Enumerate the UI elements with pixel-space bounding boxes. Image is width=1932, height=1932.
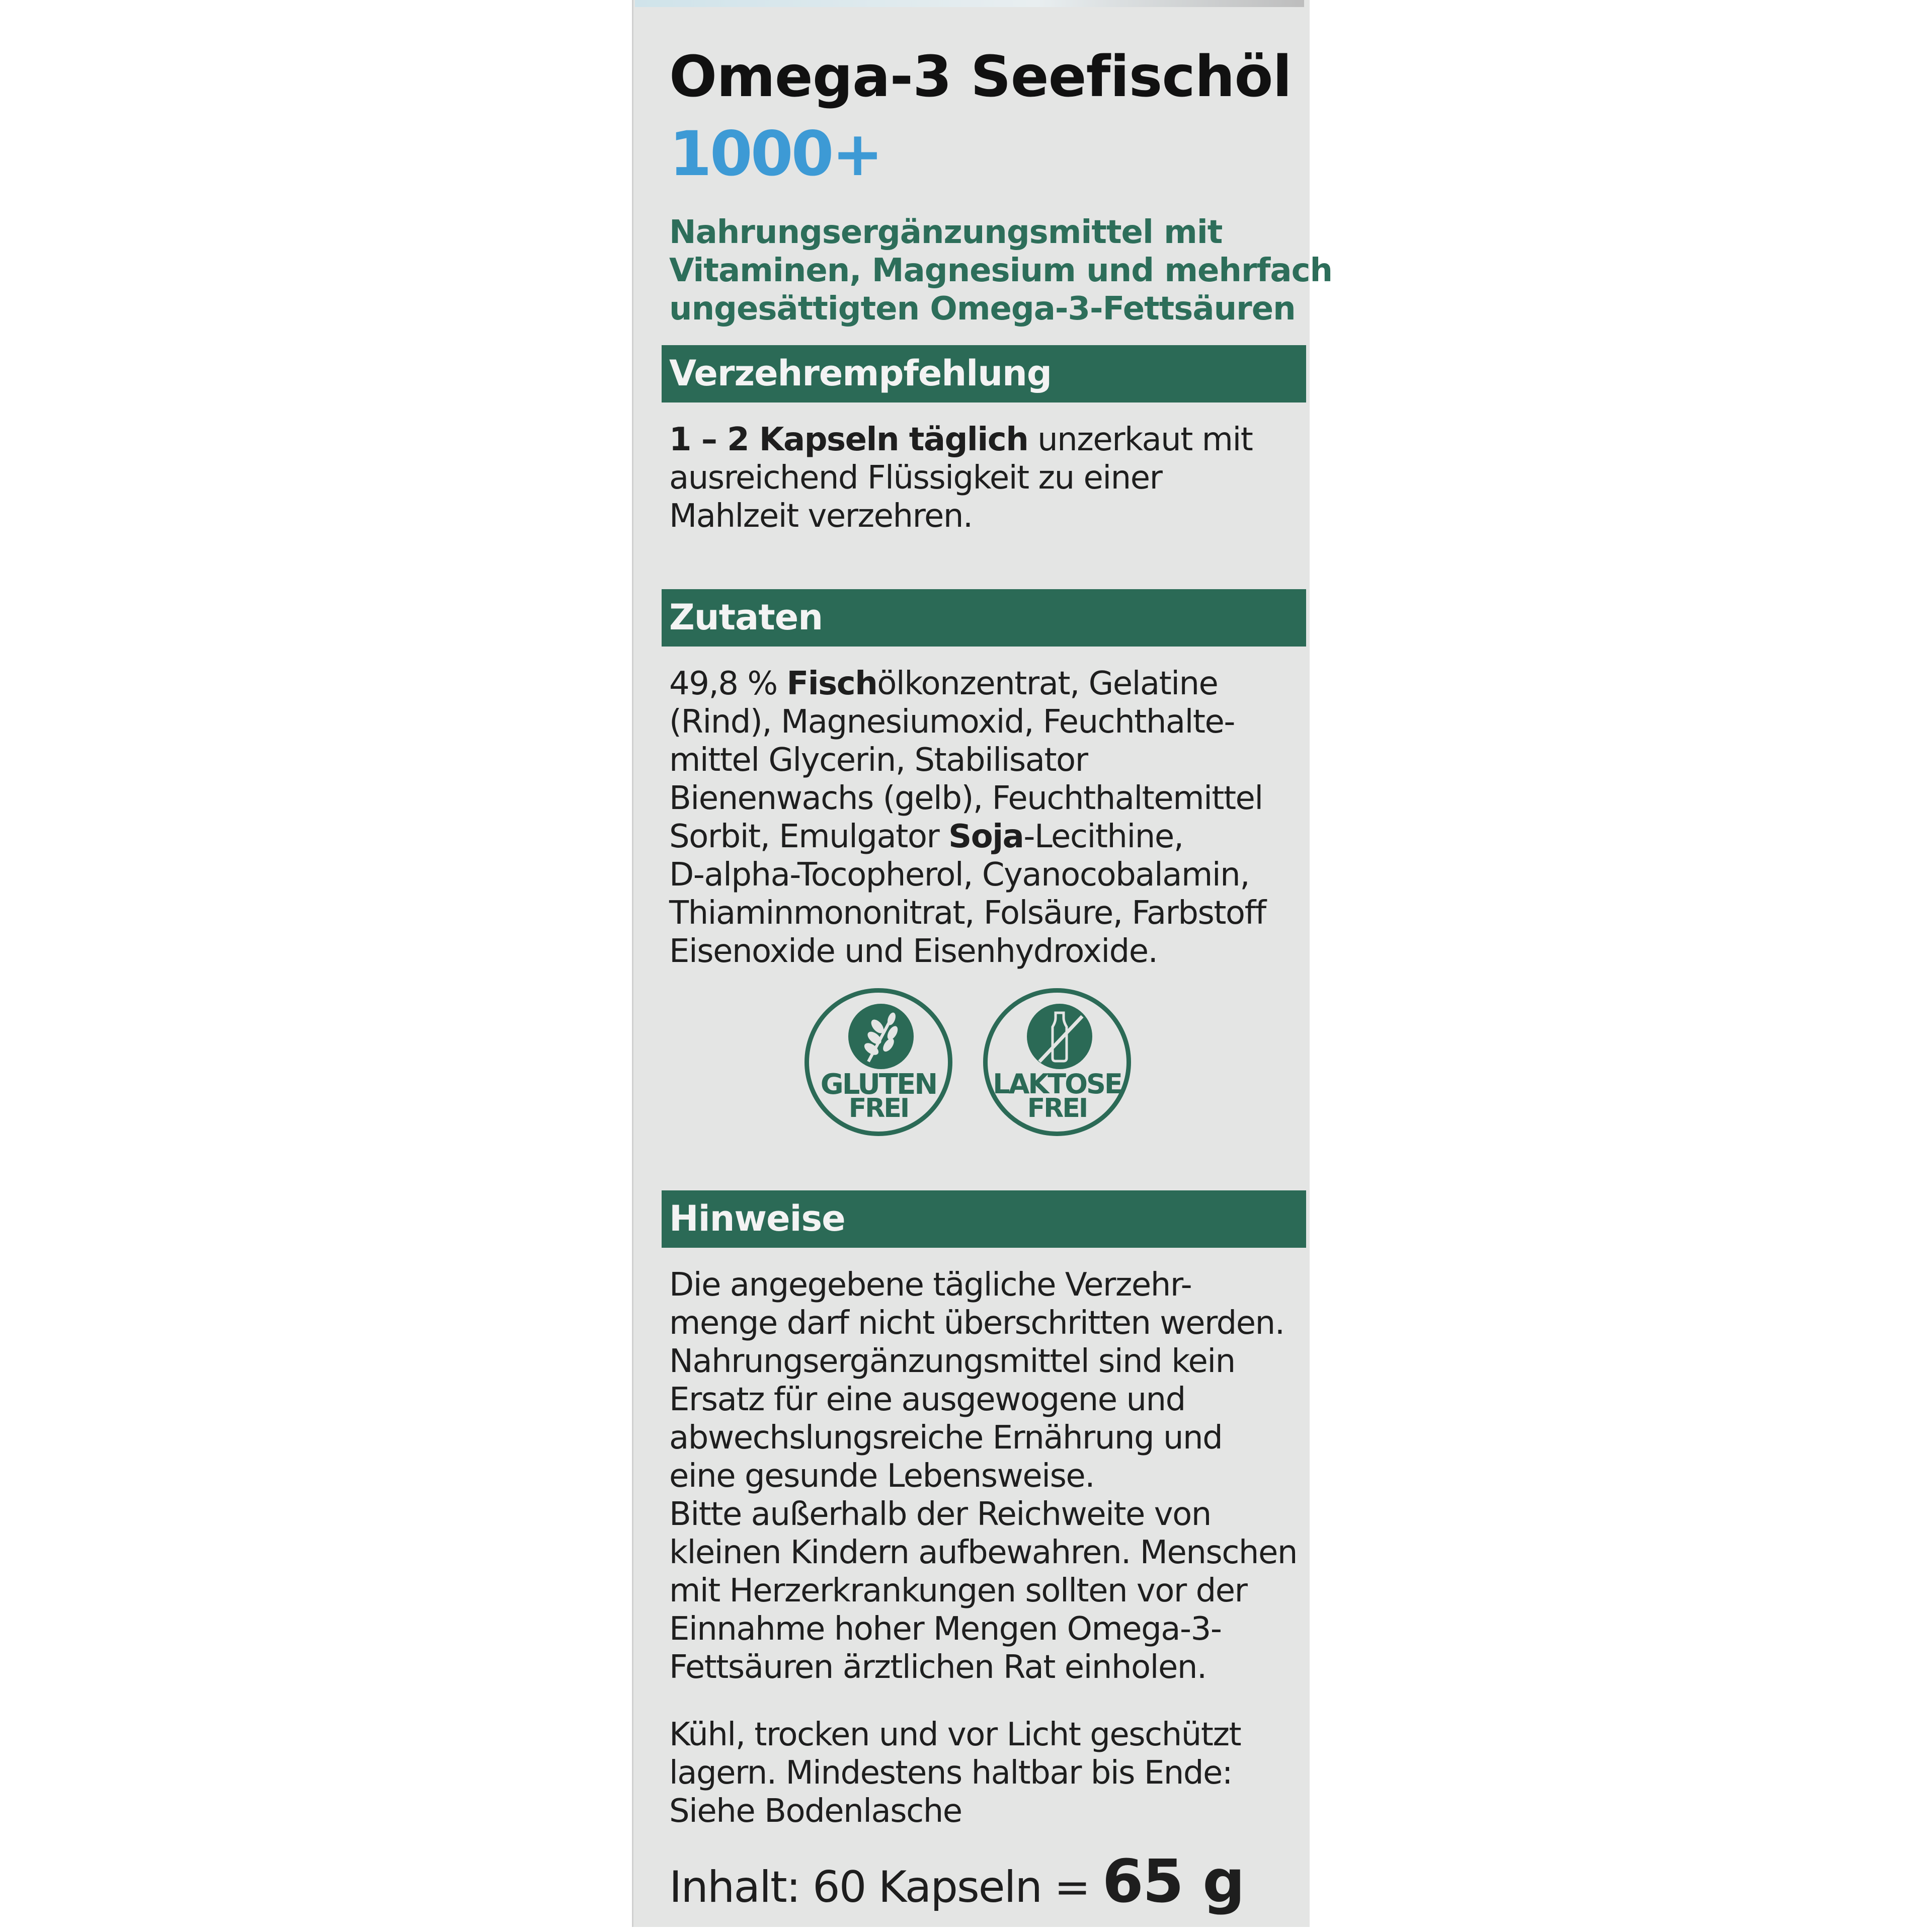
ingredient-line: mittel Glycerin, Stabilisator <box>669 742 1088 779</box>
dosage-line: ausreichend Flüssigkeit zu einer <box>669 459 1162 497</box>
product-subtitle <box>669 213 1332 328</box>
section-heading-ingredients: Zutaten <box>662 589 1306 647</box>
notes-line: menge darf nicht überschritten werden. <box>669 1305 1284 1342</box>
notes-line: Bitte außerhalb der Reichweite von <box>669 1496 1211 1533</box>
dosage-line: Mahlzeit verzehren. <box>669 498 973 535</box>
ingredients-text <box>669 665 1266 971</box>
badge-label: FREI <box>1027 1093 1087 1123</box>
ingredient-line: Bienenwachs (gelb), Feuchthaltemittel <box>669 780 1263 817</box>
allergen-soy: Soja <box>948 818 1024 855</box>
notes-line: Ersatz für eine ausgewogene und <box>669 1381 1185 1418</box>
badge-label: FREI <box>848 1093 909 1123</box>
ingredient-line: Eisenoxide und Eisenhydroxide. <box>669 933 1158 970</box>
allergen-fish: Fisch <box>786 665 877 702</box>
ingredient-part: Sorbit, Emulgator <box>669 818 949 855</box>
notes-line: kleinen Kindern aufbewahren. Menschen <box>669 1534 1297 1571</box>
contents-weight: 65 g <box>1102 1846 1244 1916</box>
notes-text <box>669 1266 1297 1686</box>
notes-line: abwechslungsreiche Ernährung und <box>669 1419 1223 1457</box>
ingredient-line: D-alpha-Tocopherol, Cyanocobalamin, <box>669 856 1250 894</box>
dosage-text-part: unzerkaut mit <box>1028 421 1253 458</box>
section-heading-dosage: Verzehrempfehlung <box>662 345 1306 403</box>
wheat-icon <box>848 1004 914 1069</box>
notes-line: Die angegebene tägliche Verzehr- <box>669 1266 1192 1304</box>
section-heading-notes: Hinweise <box>662 1190 1306 1248</box>
ingredient-part: ölkonzentrat, Gelatine <box>877 665 1218 702</box>
notes-line: eine gesunde Lebensweise. <box>669 1458 1095 1495</box>
package-top-edge <box>635 0 1304 7</box>
notes-line: Nahrungsergänzungsmittel sind kein <box>669 1343 1235 1380</box>
subtitle-line: Nahrungsergänzungsmittel mit <box>669 214 1223 251</box>
storage-text <box>669 1716 1241 1830</box>
ingredient-line: Thiaminmononitrat, Folsäure, Farbstoff <box>669 895 1266 932</box>
contents-label: Inhalt: 60 Kapseln = <box>669 1862 1102 1912</box>
gluten-free-badge <box>804 988 952 1136</box>
dosage-text <box>669 421 1252 535</box>
product-title: Omega-3 Seefischöl <box>669 44 1292 110</box>
badge-label: LAKTOSE <box>993 1068 1121 1100</box>
ingredient-line: (Rind), Magnesiumoxid, Feuchthalte- <box>669 703 1235 741</box>
subtitle-line: Vitaminen, Magnesium und mehrfach <box>669 252 1333 289</box>
notes-line: mit Herzerkrankungen sollten vor der <box>669 1572 1247 1609</box>
storage-line: Siehe Bodenlasche <box>669 1793 962 1830</box>
storage-line: lagern. Mindestens haltbar bis Ende: <box>669 1754 1232 1792</box>
product-strength: 1000+ <box>669 118 881 190</box>
lactose-free-badge <box>983 988 1131 1136</box>
notes-line: Fettsäuren ärztlichen Rat einholen. <box>669 1649 1206 1686</box>
contents-info <box>669 1846 1244 1916</box>
ingredient-part: -Lecithine, <box>1023 818 1183 855</box>
storage-line: Kühl, trocken und vor Licht geschützt <box>669 1716 1241 1753</box>
dosage-amount: 1 – 2 Kapseln täglich <box>669 421 1028 458</box>
crossed-bottle-icon <box>1027 1004 1092 1069</box>
badge-label: GLUTEN <box>820 1068 937 1101</box>
subtitle-line: ungesättigten Omega-3-Fettsäuren <box>669 290 1296 328</box>
ingredient-part: 49,8 % <box>669 665 787 702</box>
notes-line: Einnahme hoher Mengen Omega-3- <box>669 1611 1222 1648</box>
